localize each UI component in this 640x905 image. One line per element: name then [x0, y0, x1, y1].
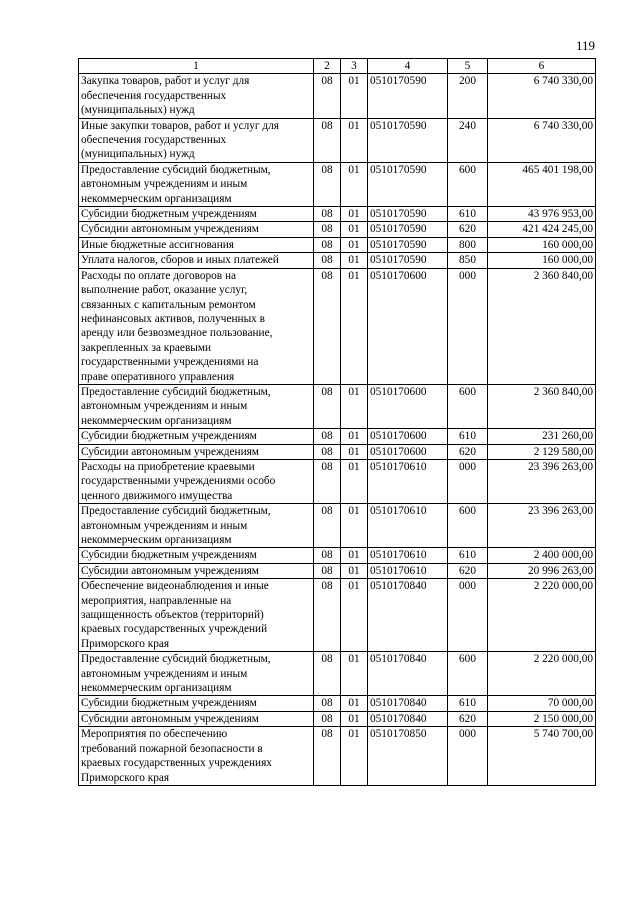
cell-subsection: 01	[341, 74, 368, 118]
table-row	[79, 237, 596, 252]
cell-amount: 421 424 245,00	[488, 222, 596, 237]
cell-name: Расходы по оплате договоров на выполнение работ, оказание услуг, связанных с капитальным ремонтом нефинансовых активов, полученных в аренду или безвозмездное пользование, закрепленных за краевыми государственными учреждениями на праве оперативного управления	[79, 268, 314, 384]
cell-target: 0510170600	[368, 384, 448, 428]
column-header: 3	[341, 59, 368, 74]
cell-type: 620	[448, 711, 488, 726]
cell-type: 600	[448, 162, 488, 206]
cell-target: 0510170590	[368, 207, 448, 222]
cell-type: 610	[448, 207, 488, 222]
cell-target: 0510170600	[368, 268, 448, 384]
page-number: 119	[575, 38, 595, 53]
cell-subsection: 01	[341, 207, 368, 222]
cell-name: Субсидии бюджетным учреждениям	[79, 207, 314, 222]
cell-section: 08	[314, 652, 341, 696]
header-row	[79, 59, 596, 74]
cell-subsection: 01	[341, 222, 368, 237]
cell-name: Предоставление субсидий бюджетным, автономным учреждениям и иным некоммерческим организациям	[79, 652, 314, 696]
cell-amount: 2 220 000,00	[488, 579, 596, 652]
cell-subsection: 01	[341, 429, 368, 444]
cell-type: 000	[448, 579, 488, 652]
cell-section: 08	[314, 563, 341, 578]
cell-section: 08	[314, 548, 341, 563]
cell-target: 0510170610	[368, 459, 448, 503]
table-row	[79, 207, 596, 222]
cell-name: Субсидии автономным учреждениям	[79, 563, 314, 578]
cell-subsection: 01	[341, 563, 368, 578]
table-row	[79, 74, 596, 118]
cell-type: 000	[448, 459, 488, 503]
table-row	[79, 459, 596, 503]
cell-amount: 23 396 263,00	[488, 504, 596, 548]
cell-type: 620	[448, 563, 488, 578]
column-header: 4	[368, 59, 448, 74]
cell-type: 610	[448, 548, 488, 563]
cell-name: Субсидии автономным учреждениям	[79, 222, 314, 237]
cell-target: 0510170610	[368, 548, 448, 563]
cell-type: 620	[448, 444, 488, 459]
cell-section: 08	[314, 711, 341, 726]
cell-section: 08	[314, 504, 341, 548]
cell-amount: 465 401 198,00	[488, 162, 596, 206]
cell-name: Субсидии автономным учреждениям	[79, 444, 314, 459]
cell-target: 0510170590	[368, 162, 448, 206]
table-row	[79, 444, 596, 459]
cell-target: 0510170840	[368, 652, 448, 696]
cell-name: Субсидии бюджетным учреждениям	[79, 548, 314, 563]
cell-target: 0510170600	[368, 429, 448, 444]
cell-name: Иные бюджетные ассигнования	[79, 237, 314, 252]
cell-type: 610	[448, 696, 488, 711]
cell-subsection: 01	[341, 237, 368, 252]
cell-name: Субсидии бюджетным учреждениям	[79, 429, 314, 444]
cell-target: 0510170840	[368, 711, 448, 726]
cell-target: 0510170610	[368, 504, 448, 548]
cell-type: 850	[448, 253, 488, 268]
cell-target: 0510170600	[368, 444, 448, 459]
table-row	[79, 504, 596, 548]
table-row	[79, 711, 596, 726]
cell-name: Обеспечение видеонаблюдения и иные мероприятия, направленные на защищенность объектов (территорий) краевых государственных учреждений Приморского края	[79, 579, 314, 652]
table-row	[79, 118, 596, 162]
cell-subsection: 01	[341, 118, 368, 162]
cell-subsection: 01	[341, 711, 368, 726]
cell-subsection: 01	[341, 253, 368, 268]
cell-section: 08	[314, 207, 341, 222]
cell-amount: 43 976 953,00	[488, 207, 596, 222]
cell-target: 0510170590	[368, 253, 448, 268]
cell-type: 200	[448, 74, 488, 118]
cell-subsection: 01	[341, 162, 368, 206]
cell-section: 08	[314, 237, 341, 252]
cell-target: 0510170840	[368, 579, 448, 652]
table-row	[79, 268, 596, 384]
cell-name: Уплата налогов, сборов и иных платежей	[79, 253, 314, 268]
cell-amount: 2 360 840,00	[488, 384, 596, 428]
cell-subsection: 01	[341, 652, 368, 696]
cell-section: 08	[314, 727, 341, 786]
cell-amount: 20 996 263,00	[488, 563, 596, 578]
cell-name: Субсидии бюджетным учреждениям	[79, 696, 314, 711]
cell-section: 08	[314, 429, 341, 444]
cell-amount: 6 740 330,00	[488, 118, 596, 162]
table-row	[79, 579, 596, 652]
cell-subsection: 01	[341, 579, 368, 652]
table-row	[79, 727, 596, 786]
cell-target: 0510170590	[368, 74, 448, 118]
cell-section: 08	[314, 444, 341, 459]
cell-target: 0510170590	[368, 118, 448, 162]
cell-target: 0510170850	[368, 727, 448, 786]
cell-amount: 70 000,00	[488, 696, 596, 711]
cell-name: Предоставление субсидий бюджетным, автономным учреждениям и иным некоммерческим организациям	[79, 162, 314, 206]
cell-amount: 231 260,00	[488, 429, 596, 444]
cell-target: 0510170590	[368, 222, 448, 237]
cell-section: 08	[314, 253, 341, 268]
cell-amount: 6 740 330,00	[488, 74, 596, 118]
cell-section: 08	[314, 118, 341, 162]
cell-name: Предоставление субсидий бюджетным, автономным учреждениям и иным некоммерческим организациям	[79, 504, 314, 548]
cell-target: 0510170840	[368, 696, 448, 711]
table-row	[79, 696, 596, 711]
table-row	[79, 222, 596, 237]
cell-section: 08	[314, 268, 341, 384]
cell-subsection: 01	[341, 459, 368, 503]
table-row	[79, 563, 596, 578]
cell-section: 08	[314, 74, 341, 118]
cell-type: 800	[448, 237, 488, 252]
cell-section: 08	[314, 459, 341, 503]
cell-amount: 2 360 840,00	[488, 268, 596, 384]
cell-type: 600	[448, 504, 488, 548]
cell-subsection: 01	[341, 504, 368, 548]
cell-name: Предоставление субсидий бюджетным, автономным учреждениям и иным некоммерческим организациям	[79, 384, 314, 428]
cell-name: Иные закупки товаров, работ и услуг для обеспечения государственных (муниципальных) нужд	[79, 118, 314, 162]
cell-section: 08	[314, 222, 341, 237]
table-row	[79, 548, 596, 563]
cell-name: Расходы на приобретение краевыми государственными учреждениями особо ценного движимого имущества	[79, 459, 314, 503]
cell-amount: 160 000,00	[488, 237, 596, 252]
budget-table	[78, 58, 596, 786]
cell-subsection: 01	[341, 696, 368, 711]
cell-section: 08	[314, 384, 341, 428]
cell-type: 240	[448, 118, 488, 162]
cell-amount: 2 129 580,00	[488, 444, 596, 459]
cell-type: 610	[448, 429, 488, 444]
cell-amount: 2 220 000,00	[488, 652, 596, 696]
cell-section: 08	[314, 579, 341, 652]
cell-amount: 160 000,00	[488, 253, 596, 268]
cell-type: 000	[448, 268, 488, 384]
table-row	[79, 253, 596, 268]
cell-section: 08	[314, 696, 341, 711]
table-row	[79, 652, 596, 696]
cell-target: 0510170610	[368, 563, 448, 578]
cell-type: 600	[448, 384, 488, 428]
cell-subsection: 01	[341, 268, 368, 384]
cell-subsection: 01	[341, 444, 368, 459]
cell-subsection: 01	[341, 384, 368, 428]
table-row	[79, 162, 596, 206]
cell-subsection: 01	[341, 727, 368, 786]
column-header: 1	[79, 59, 314, 74]
cell-amount: 2 150 000,00	[488, 711, 596, 726]
cell-target: 0510170590	[368, 237, 448, 252]
cell-section: 08	[314, 162, 341, 206]
table-row	[79, 429, 596, 444]
cell-amount: 2 400 000,00	[488, 548, 596, 563]
cell-amount: 23 396 263,00	[488, 459, 596, 503]
cell-type: 600	[448, 652, 488, 696]
cell-type: 620	[448, 222, 488, 237]
column-header: 5	[448, 59, 488, 74]
cell-name: Субсидии автономным учреждениям	[79, 711, 314, 726]
cell-amount: 5 740 700,00	[488, 727, 596, 786]
column-header: 6	[488, 59, 596, 74]
cell-name: Закупка товаров, работ и услуг для обеспечения государственных (муниципальных) нужд	[79, 74, 314, 118]
cell-name: Мероприятия по обеспечению требований пожарной безопасности в краевых государственных учреждениях Приморского края	[79, 727, 314, 786]
column-header: 2	[314, 59, 341, 74]
table-row	[79, 384, 596, 428]
cell-subsection: 01	[341, 548, 368, 563]
cell-type: 000	[448, 727, 488, 786]
